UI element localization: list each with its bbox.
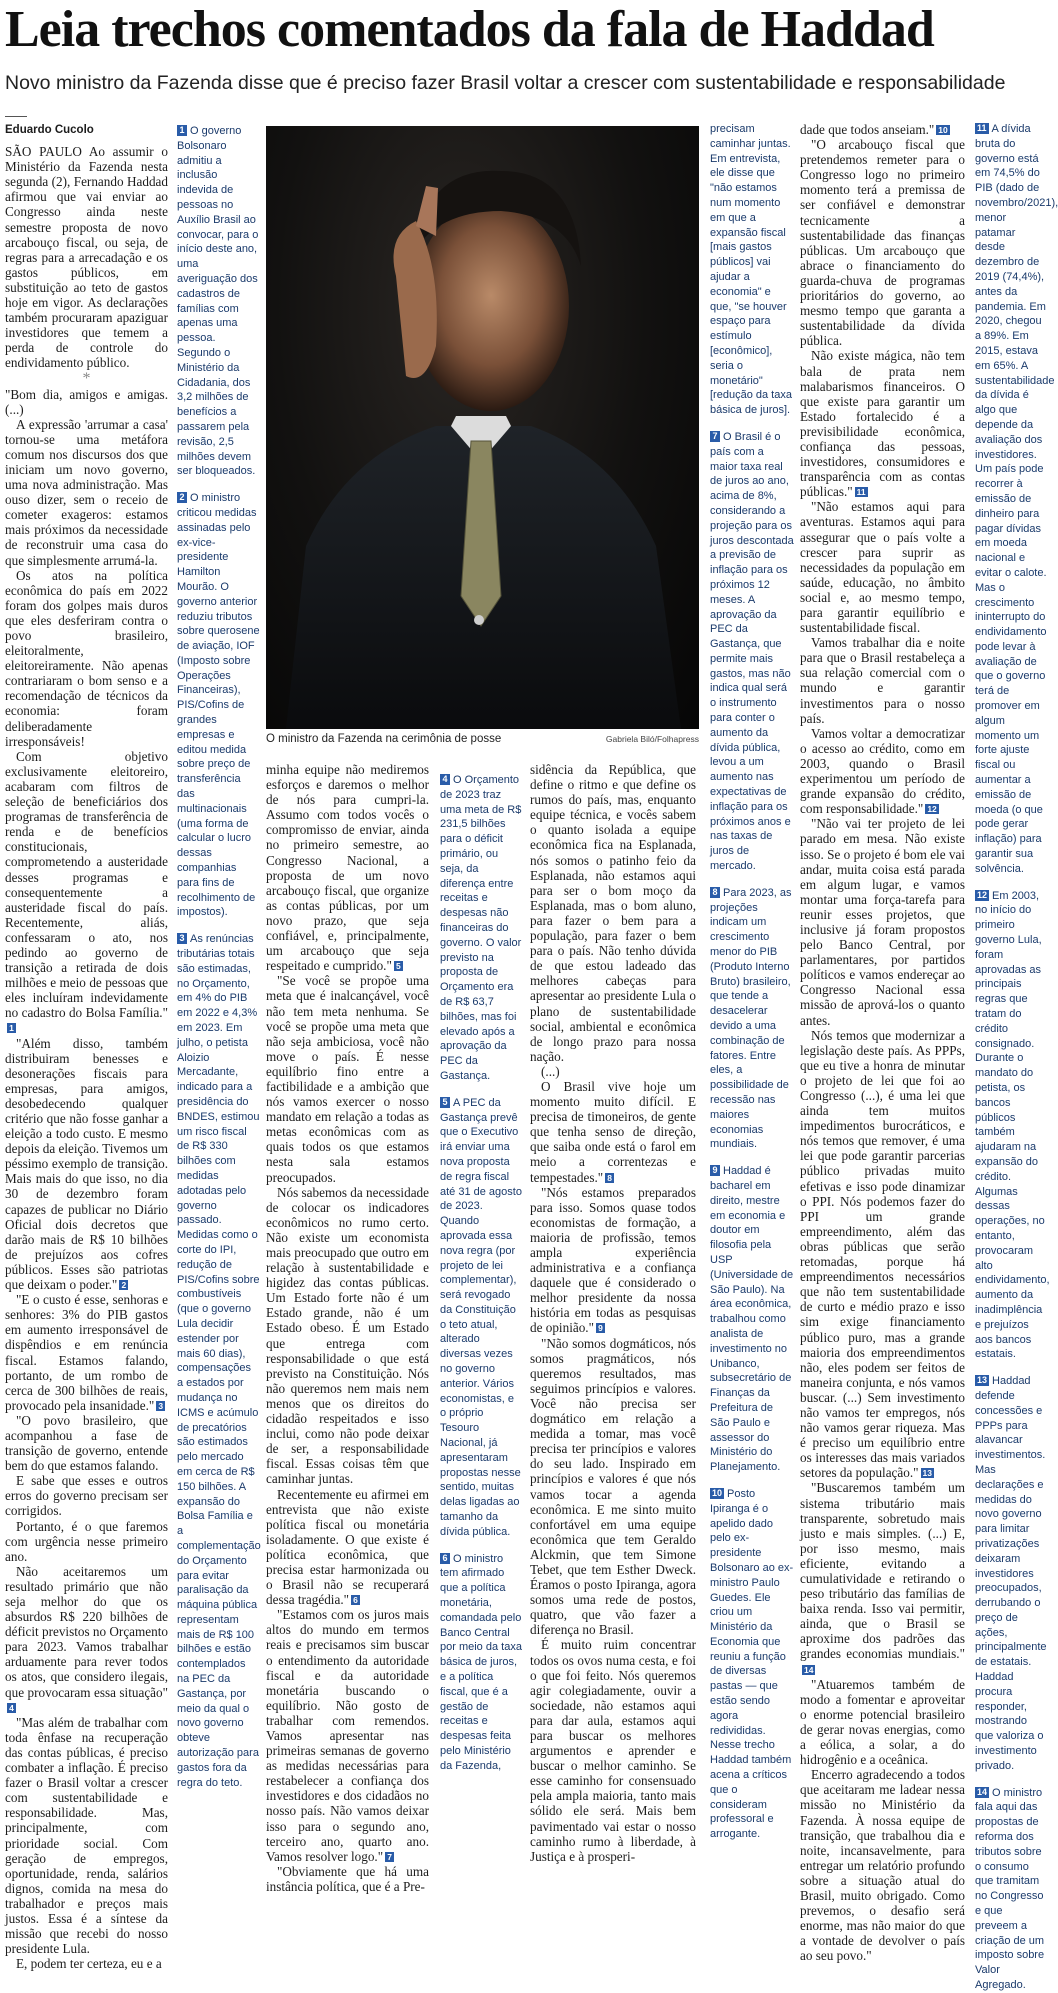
- paragraph: A expressão 'arrumar a casa' tornou-se uma metáfora comum nos discursos dos que iniciam um novo governo, uma nova administração. Mas ouso dizer, sem o receio de cometer exageros: estamos mais próximos da necessidade de reconstruir uma casa do que simplesmente arrumá-la.: [5, 416, 168, 568]
- paragraph: Os atos na política econômica do país em 2022 foram dos golpes mais duros que eles desferiram contra o povo brasileiro, eleitoralmente, eleitoreiramente. Não apenas contrariaram o bom senso e a recomendação de técnicos da economia: foram deliberadamente irresponsáveis!: [5, 567, 168, 749]
- note-text: As renúncias tributárias totais são estimadas, no Orçamento, em 4% do PIB em 2022 e 4,3% em 2023. Em julho, o petista Aloizio Mercadante, indicado para a presidência do BNDES, estimou um risco fiscal de R$ 330 bilhões com medidas adotadas pelo governo passado. Medidas como o corte do IPI, redução de PIS/Cofins sobre combustíveis (que o governo Lula decidir estender por mais 60 dias), compensações a estados por mudança no ICMS e acúmulo de precatórios são estimados pelo mercado em cerca de R$ 150 bilhões. A expansão do Bolsa Família e a complementação do Orçamento para evitar paralisação da máquina pública representam mais de R$ 100 bilhões e estão contemplados na PEC da Gastança, por meio da qual o novo governo obteve autorização para gastos fora da regra do teto.: [177, 933, 261, 1789]
- note-ref-3: 3: [156, 1401, 165, 1411]
- paragraph: [530, 1079, 696, 1185]
- paragraph: "O arcabouço fiscal que pretendemos remeter para o Congresso logo no primeiro momento terá a premissa de ser confiável e demonstrar tecnicamente a sustentabilidade das finanças públicas. Um arcabouço que abrace o financiamento do guarda-chuva de programas prioritários do governo, ao mesmo tempo que garanta a sustentabilidade da dívida pública.: [800, 137, 965, 349]
- note-7: [710, 430, 794, 874]
- paragraph: [800, 1480, 965, 1676]
- paragraph-text: Vamos voltar a democratizar o acesso ao crédito, como em 2003, quando o Brasil experimentou um período de grande expansão do crédito, com responsabilidade.": [800, 725, 965, 817]
- note-number: 7: [710, 431, 720, 442]
- paragraph-text: Não existe mágica, não tem bala de prata nem malabarismos financeiros. O que existe para garantir um Estado fortalecido é a previsibilidade econômica, confiança das pessoas, investidores, consumidores e transparência com as contas públicas.": [800, 348, 965, 500]
- paragraph: "Obviamente que há uma instância política, que é a Pre-: [266, 1863, 429, 1894]
- note-text: Em 2003, no início do primeiro governo Lula, foram aprovadas as principais regras que tratam do crédito consignado. Durante o mandato do petista, os bancos públicos também ajudaram na expansão do crédito. Algumas dessas operações, no entanto, provocaram alto endividamento, aumento da inadimplência e prejuízos aos bancos estatais.: [975, 889, 1050, 1361]
- paragraph-text: "Buscaremos também um sistema tributário mais transparente, sobretudo mais justo e mais simples. (...) E, por isso mesmo, mais eficiente, evitando a cumulatividade e retirando o peso tributário das famílias de baixa renda. Isso vai permitir, ainda, que o Brasil se aproxime dos padrões das grandes economias mundiais.": [800, 1480, 965, 1662]
- note-ref-6: 6: [351, 1595, 360, 1605]
- note-text: A PEC da Gastança prevê que o Executivo irá enviar uma nova proposta de regra fiscal até 31 de agosto de 2023. Quando aprovada essa nova regra (por projeto de lei complementar), será revogado da Constituição o teto atual, alterado diversas vezes no governo anterior. Vários economistas, e o próprio Tesouro Nacional, já apresentaram propostas nesse sentido, muitas delas ligadas ao tamanho da dívida pública.: [440, 1096, 522, 1538]
- note-9: [710, 1164, 794, 1475]
- note-text: Posto Ipiranga é o apelido dado pelo ex-presidente Bolsonaro ao ex-ministro Paulo Guedes. Ele criou um Ministério da Economia que reuniu a função de diversas pastas — que estão sendo agora redivididas. Nesse trecho Haddad também acena a críticos que o consideram professoral e arrogante.: [710, 1487, 794, 1841]
- photo-caption-bar: [266, 733, 699, 751]
- note-ref-5: 5: [394, 961, 403, 971]
- photo-credit: Gabriela Biló/Folhapress: [605, 734, 699, 744]
- paragraph: [800, 122, 965, 137]
- paragraph: [5, 144, 168, 370]
- note-text: Haddad defende concessões e PPPs para alavancar investimentos. Mas declarações e medidas do novo governo para limitar privatizações deixaram investidores preocupados, derrubando o preço de ações, principalmente de estatais. Haddad procura responder, mostrando que valoriza o investimento privado.: [975, 1375, 1047, 1772]
- paragraph: Nós sabemos da necessidade de colocar os indicadores econômicos no rumo certo. Não existe um economista mais preocupado que outro em relação à sustentabilidade e higidez das contas públicas. Um Estado forte não é um Estado grande, não é um Estado obeso. É um Estado que entrega com responsabilidade o que está previsto na Constituição. Nós não queremos nem mais nem menos que os direitos do cidadão respeitados e isso inclui, como não pode deixar de ser, a responsabilidade fiscal. Essas coisas têm que caminhar juntas.: [266, 1184, 429, 1487]
- paragraph: [5, 1564, 168, 1715]
- note-number: 3: [177, 933, 187, 944]
- paragraph-text: "Além disso, também distribuiram benesses e desonerações fiscais para empresas, para amigos, desobedecendo qualquer critério que não fosse ganhar a eleição a todo custo. E mesmo depois da eleição. Tivemos um péssimo exemplo de transição. Mais mais do que isso, no dia 30 de dezembro foram capazes de publicar no Diário Oficial dois decretos que darão mais de R$ 10 bilhões de prejuízos aos cofres públicos. Esses são patriotas que deixam o poder.": [5, 1035, 168, 1293]
- haddad-photo: [266, 126, 699, 729]
- paragraph: Vamos trabalhar dia e noite para que o Brasil restabeleça a sua relação comercial com o mundo e garantir investimentos para o nosso país.: [800, 635, 965, 726]
- note-4: [440, 773, 522, 1084]
- paragraph: [800, 1028, 965, 1481]
- paragraph: [5, 1036, 168, 1293]
- paragraph: E, podem ter certeza, eu e a: [16, 1956, 162, 1972]
- paragraph: [266, 762, 429, 973]
- article-column-7: [800, 122, 965, 1964]
- note-ref-4: 4: [7, 1703, 16, 1713]
- byline: Eduardo Cucolo: [5, 124, 94, 136]
- note-ref-2: 2: [119, 1280, 128, 1290]
- paragraph: Portanto, é o que faremos com urgência nesse primeiro ano.: [5, 1518, 168, 1564]
- paragraph-text: Recentemente eu afirmei em entrevista que não existe política fiscal ou monetária isoladamente. O que existe é política econômica, que precisa estar harmonizada ou o Brasil não se recuperará dessa tragédia.": [266, 1486, 429, 1608]
- notes-column-4: [975, 122, 1058, 1992]
- note-number: 12: [977, 889, 988, 900]
- note-number: 1: [177, 125, 187, 136]
- note-number: 6: [440, 1553, 450, 1564]
- paragraph-text: Não aceitaremos um resultado primário que não seja melhor do que os absurdos R$ 220 bilhões de déficit previstos no Orçamento para 2023. Vamos trabalhar arduamente para rever todos os atos, que considero ilegais, que provocaram essa situação": [5, 1563, 168, 1700]
- article-column-3: [266, 762, 429, 1894]
- paragraph: sidência da República, que define o ritmo e que define os rumos do país, mas, enquanto equipe técnica, e vocês sabem o quanto isolada a equipe econômica fica na Esplanada, nós somos o patinho feio da Esplanada, não estamos aqui para ser o bom moço da Esplanada, mas o bom aluno, para fazer o bem para a população, para fazer o bem para o país. Não tenho dúvida de que estou ladeado das melhores cabeças para apresentar ao presidente Lula o plano de sustentabilidade social, ambiental e econômica de longo prazo para nossa nação.: [530, 762, 696, 1064]
- paragraph: [5, 1292, 168, 1413]
- note-3: [177, 932, 260, 1790]
- note-ref-11: 11: [856, 487, 866, 498]
- note-8: [710, 886, 794, 1152]
- paragraph-text: "Nós estamos preparados para isso. Somos quase todos economistas de formação, a maioria de profissão, temos ampla experiência administrativa e a confiança daquele que é considerado o melhor presidente da nossa história em todas as pesquisas de opinião.": [530, 1184, 696, 1336]
- note-12: [975, 889, 1050, 1363]
- paragraph: "Mas além de trabalhar com toda ênfase na recuperação das contas públicas, é preciso combater a inflação. É preciso fazer o Brasil voltar a crescer com sustentabilidade e responsabilidade. Mas, principalmente, com prioridade social. Com geração de empregos, oportunidade, renda, salários dignos, comida na mesa do trabalhador e preços mais justos. Essa é a síntese da missão que recebi do nosso presidente Lula.: [5, 1714, 168, 1957]
- paragraph: "Se você se propõe uma meta que é inalcançável, você não tem meta nenhuma. Se você se propõe uma meta que não seja ambiciosa, você não move o país. É nesse equilíbrio fino entre a factibilidade e a ambição que nós vamos exercer o nosso mandato em relação a todas as metas econômicas com as quais todos os que estamos nesta sala estamos preocupados.: [266, 973, 429, 1185]
- paragraph: E sabe que esses e outros erros do governo precisam ser corrigidos.: [5, 1473, 168, 1519]
- paragraph: [5, 749, 168, 1036]
- paragraph: "Atuaremos também de modo a fomentar e aproveitar o enorme potencial brasileiro de gerar novas energias, como a eólica, a solar, a do hidrogênio e a oceânica.: [800, 1676, 965, 1768]
- paragraph-text: "E o custo é esse, senhoras e senhores: 3% do PIB gastos em aumento irresponsável de dispêndios e em renúncia fiscal. Estamos falando, portanto, de um rombo de cerca de 300 bilhões de reais, provocado pela insanidade.": [5, 1292, 168, 1413]
- note-number: 4: [440, 774, 450, 785]
- note-number: 13: [977, 1375, 988, 1386]
- paragraph: "Não estamos aqui para aventuras. Estamos aqui para assegurar que o país volte a crescer para suprir as necessidades da população em saúde, educação, no âmbito social e, ao mesmo tempo, para garantir equilíbrio e sustentabilidade fiscal.: [800, 499, 965, 636]
- paragraph: "O povo brasileiro, que acompanhou a fase de transição de governo, entende bem do que estamos falando.: [5, 1412, 168, 1474]
- paragraph: "Bom dia, amigos e amigas. (...): [5, 386, 168, 417]
- note-ref-7: 7: [385, 1852, 394, 1862]
- paragraph: "Não vai ter projeto de lei parado em mesa. Não existe isso. Se o projeto é bom ele vai andar, muita coisa está parada em algum lugar, e vamos montar uma força-tarefa para reunir esses projetos, que inclusive já foram propostos pelo Banco Central, por parlamentares, por partidos políticos e vamos endereçar ao Congresso Nacional essa missão de aprová-los o quanto antes.: [800, 816, 965, 1028]
- paragraph-text: SÃO PAULO Ao assumir o Ministério da Fazenda nesta segunda (2), Fernando Haddad afirmou que vai enviar ao Congresso ainda neste semestre proposta de novo arcabouço fiscal, ou seja, de regras para a arrecadação e os gastos públicos, em substituição ao teto de gastos hoje em vigor. As declarações também procuraram apaziguar investidores que temem a perda de controle do endividamento público.: [5, 144, 168, 371]
- note-text: O ministro tem afirmado que a política monetária, comandada pelo Banco Central por meio da taxa básica de juros, e a política fiscal, que é a gestão de receitas e despesas feita pelo Ministério da Fazenda,: [440, 1552, 522, 1772]
- note-text: Haddad é bacharel em direito, mestre em economia e doutor em filosofia pela USP (Universidade de São Paulo). Na área econômica, trabalhou como analista de investimento no Unibanco, subsecretário de Finanças da Prefeitura de São Paulo e assessor do Ministério do Planejamento.: [710, 1165, 794, 1474]
- note-13: [975, 1374, 1047, 1774]
- note-6-continued: precisam caminhar juntas. Em entrevista, ele disse que "não estamos num momento em que a expansão fiscal [mais gastos públicos] vai ajudar a economia" e que, "se houver espaço para estímulo [econômico], seria o monetário" [redução da taxa básica de juros].: [710, 123, 792, 417]
- note-text: A dívida bruta do governo está em 74,5% do PIB (dado de novembro/2021), menor patamar desde dezembro de 2019 (74,4%), antes da pandemia. Em 2020, chegou a 89%. Em 2015, estava em 65%. A sustentabilidade da dívida é algo que depende da avaliação dos investidores. Um país pode recorrer à emissão de dinheiro para pagar dívidas em moeda nacional e evitar o calote. Mas o crescimento ininterrupto do endividamento pode levar à avaliação de que o governo terá de promover em algum momento um forte ajuste fiscal ou aumentar a emissão de moeda (o que pode gerar inflação) para garantir sua solvência.: [975, 123, 1058, 875]
- paragraph-text: O Brasil vive hoje um momento muito difícil. E precisa de timoneiros, de gente que tenha senso de direção, que saiba onde está o farol em meio a correntezas e tempestades.": [530, 1078, 696, 1185]
- note-5: [440, 1096, 522, 1540]
- note-ref-8: 8: [605, 1173, 614, 1183]
- note-text: Para 2023, as projeções indicam um crescimento menor do PIB (Produto Interno Bruto) brasileiro, que tende a desacelerar devido a uma combinação de fatores. Entre eles, a possibilidade de recessão nas maiores economias mundiais.: [710, 886, 792, 1151]
- paragraph: [266, 1487, 429, 1608]
- section-divider: *: [82, 369, 91, 387]
- note-number: 11: [977, 123, 987, 133]
- note-ref-13: 13: [922, 1468, 933, 1479]
- paragraph: É muito ruim concentrar todos os ovos numa cesta, e foi o que foi feito. Nós queremos agir colegiadamente, ouvir a sociedade, não estamos aqui para dar aula, estamos aqui para buscar os melhores argumentos e aprender e buscar o melhor caminho. Se esse caminho for consensuado pela ampla maioria, tanto mais sólido ele será. Mais bem pavimentado vai estar o nosso caminho rumo à liberdade, à Justiça e à prosperi-: [530, 1637, 696, 1864]
- paragraph: [266, 1607, 429, 1864]
- note-ref-1: 1: [7, 1023, 16, 1033]
- article-column-1: [5, 116, 168, 1972]
- paragraph-text: minha equipe não mediremos esforços e daremos o melhor de nós para cumpri-la. Assumo com todos vocês o compromisso de enviar, ainda no primeiro semestre, ao Congresso Nacional, a proposta de um novo arcabouço fiscal, que organize as contas públicas, por um novo prazo, que seja confiável, e, principalmente, um arcabouço que seja respeitado e cumprido.": [266, 762, 429, 974]
- article-column-5: [530, 762, 696, 1864]
- byline-rule: [5, 116, 27, 117]
- paragraph-text: "Estamos com os juros mais altos do mundo em termos reais e precisamos sim buscar o entendimento da autoridade fiscal e da autoridade monetária buscando o equilíbrio. Não gosto de trabalhar com remendos. Vamos apresentar nas primeiras semanas de governo as medidas necessárias para restabelecer a confiança dos investidores e dos cidadãos no nosso país. Não vamos deixar isso para o segundo ano, terceiro ano, quarto ano. Vamos resolver logo.": [266, 1607, 429, 1864]
- note-number: 14: [977, 1786, 988, 1797]
- paragraph: [800, 348, 965, 499]
- note-1: [177, 124, 260, 479]
- note-number: 2: [177, 492, 187, 503]
- paragraph-text: dade que todos anseiam.": [800, 122, 935, 137]
- note-text: O governo Bolsonaro admitiu a inclusão indevida de pessoas no Auxílio Brasil ao convocar, para o início deste ano, uma averiguação dos cadastros de famílias com apenas uma pessoa. Segundo o Ministério da Cidadania, dos 3,2 milhões de benefícios a passarem pela revisão, 2,5 milhões devem ser bloqueados.: [177, 125, 259, 478]
- portrait-illustration: [266, 126, 699, 729]
- note-number: 8: [710, 887, 720, 898]
- paragraph: "Não somos dogmáticos, nós somos pragmáticos, nós queremos resultados, mas seguimos princípios e valores. Você não precisa ser dogmático em relação a medida a tomar, mas você precisa ter princípios e valores do seu lado. Inspirado em princípios e valores é que nós vamos tocar a agenda econômica. E me sinto muito confortável em uma equipe econômica que tem Geraldo Alckmin, que tem Simone Tebet, que tem Esther Dweck. Éramos o posto Ipiranga, agora somos uma rede de postos, quatro, que vão fazer a diferença no Brasil.: [530, 1335, 696, 1638]
- notes-column-2: [440, 773, 522, 1775]
- headline: Leia trechos comentados da fala de Haddad: [5, 1, 934, 58]
- note-10: [710, 1487, 794, 1842]
- paragraph-text: Com objetivo exclusivamente eleitoreiro, acabaram com filtros de seleção de beneficiários dos programas de transferência de renda e de benefícios constitucionais, comprometendo a austeridade desses programas e consequentemente a austeridade fiscal do país. Recentemente, aliás, confessaram o ato, nos pedindo ao governo de transição a retirada de dois milhões e meio de pessoas que eles incluíram indevidamente no cadastro do Bolsa Família.": [5, 748, 168, 1021]
- subheadline: Novo ministro da Fazenda disse que é preciso fazer Brasil voltar a crescer com sustentabilidade e responsabilidade: [5, 72, 1006, 94]
- note-ref-10: 10: [938, 125, 948, 135]
- note-text: O Orçamento de 2023 traz uma meta de R$ 231,5 bilhões para o déficit primário, ou seja, da diferença entre receitas e despesas não financeiras do governo. O valor previsto na proposta de Orçamento era de R$ 63,7 bilhões, mas foi elevado após a aprovação da PEC da Gastança.: [440, 774, 522, 1082]
- note-text: O Brasil é o país com a maior taxa real de juros ao ano, acima de 8%, considerando a projeção para os juros descontada a previsão de inflação para os próximos 12 meses. A aprovação da PEC da Gastança, que permite mais gastos, mas não indica qual será o instrumento para conter o aumento da dívida pública, levou a um aumento nas expectativas de inflação para os próximos anos e nas taxas de juros de mercado.: [710, 430, 794, 873]
- note-text: O ministro criticou medidas assinadas pelo ex-vice-presidente Hamilton Mourão. O governo anterior reduziu tributos sobre querosene de aviação, IOF (Imposto sobre Operações Financeiras), PIS/Cofins de grandes empresas e editou medida sobre preço de transferência das multinacionais (uma forma de calcular o lucro dessas companhias para fins de recolhimento de impostos).: [177, 492, 260, 919]
- note-6: [440, 1552, 522, 1774]
- note-number: 10: [712, 1487, 723, 1498]
- note-number: 5: [440, 1097, 450, 1108]
- note-ref-14: 14: [804, 1664, 814, 1675]
- paragraph: Encerro agradecendo a todos que aceitaram me ladear nessa missão no Ministério da Fazenda. À nossa equipe de transição, que trabalhou dia e noite, incansavelmente, para entregar um relatório profundo sobre a situação atual do Brasil, muito obrigado. Como prevemos, o desafio será enorme, mas não maior do que a vontade de devolver o país ao seu povo.": [800, 1767, 965, 1964]
- paragraph: [800, 726, 965, 817]
- note-2: [177, 491, 260, 920]
- paragraph-text: Nós temos que modernizar a legislação deste país. As PPPs, que eu tive a honra de minutar o projeto de lei que foi ao Congresso (...), é uma lei que ainda tem muitos impedimentos burocráticos, e nós temos que remover, é uma lei que pode garantir parcerias público privadas muito efetivas e isso pode dinamizar o PPI. Nós podemos fazer do PPI um grande empreendimento, além das obras públicas que serão retomadas, porque há empreendimentos necessários que não tem sustentabilidade de curto e médio prazo e isso sim exige financiamento público puro, mas a grande maioria dos empreendimentos não, eles podem ser feitos de maneira conjunta, e nós vamos buscar. (...) Sem investimento não vamos ter empregos, nós não vamos gerar riqueza. Mas é preciso um equilíbrio entre os interesses das mais variados setores da população.": [800, 1027, 965, 1481]
- paragraph: (...): [541, 1063, 560, 1079]
- paragraph: [530, 1185, 696, 1336]
- photo-caption: O ministro da Fazenda na cerimônia de posse: [266, 733, 502, 745]
- note-ref-9: 9: [596, 1323, 605, 1333]
- note-number: 9: [710, 1165, 720, 1176]
- note-ref-12: 12: [927, 804, 937, 815]
- note-14: [975, 1786, 1047, 1993]
- notes-column-1: [177, 124, 261, 1789]
- notes-column-3: [710, 122, 794, 1841]
- note-text: O ministro fala aqui das propostas de reforma dos tributos sobre o consumo que tramitam no Congresso e que preveem a criação de um imposto sobre Valor Agregado.: [975, 1786, 1045, 1992]
- note-11: [975, 122, 1058, 877]
